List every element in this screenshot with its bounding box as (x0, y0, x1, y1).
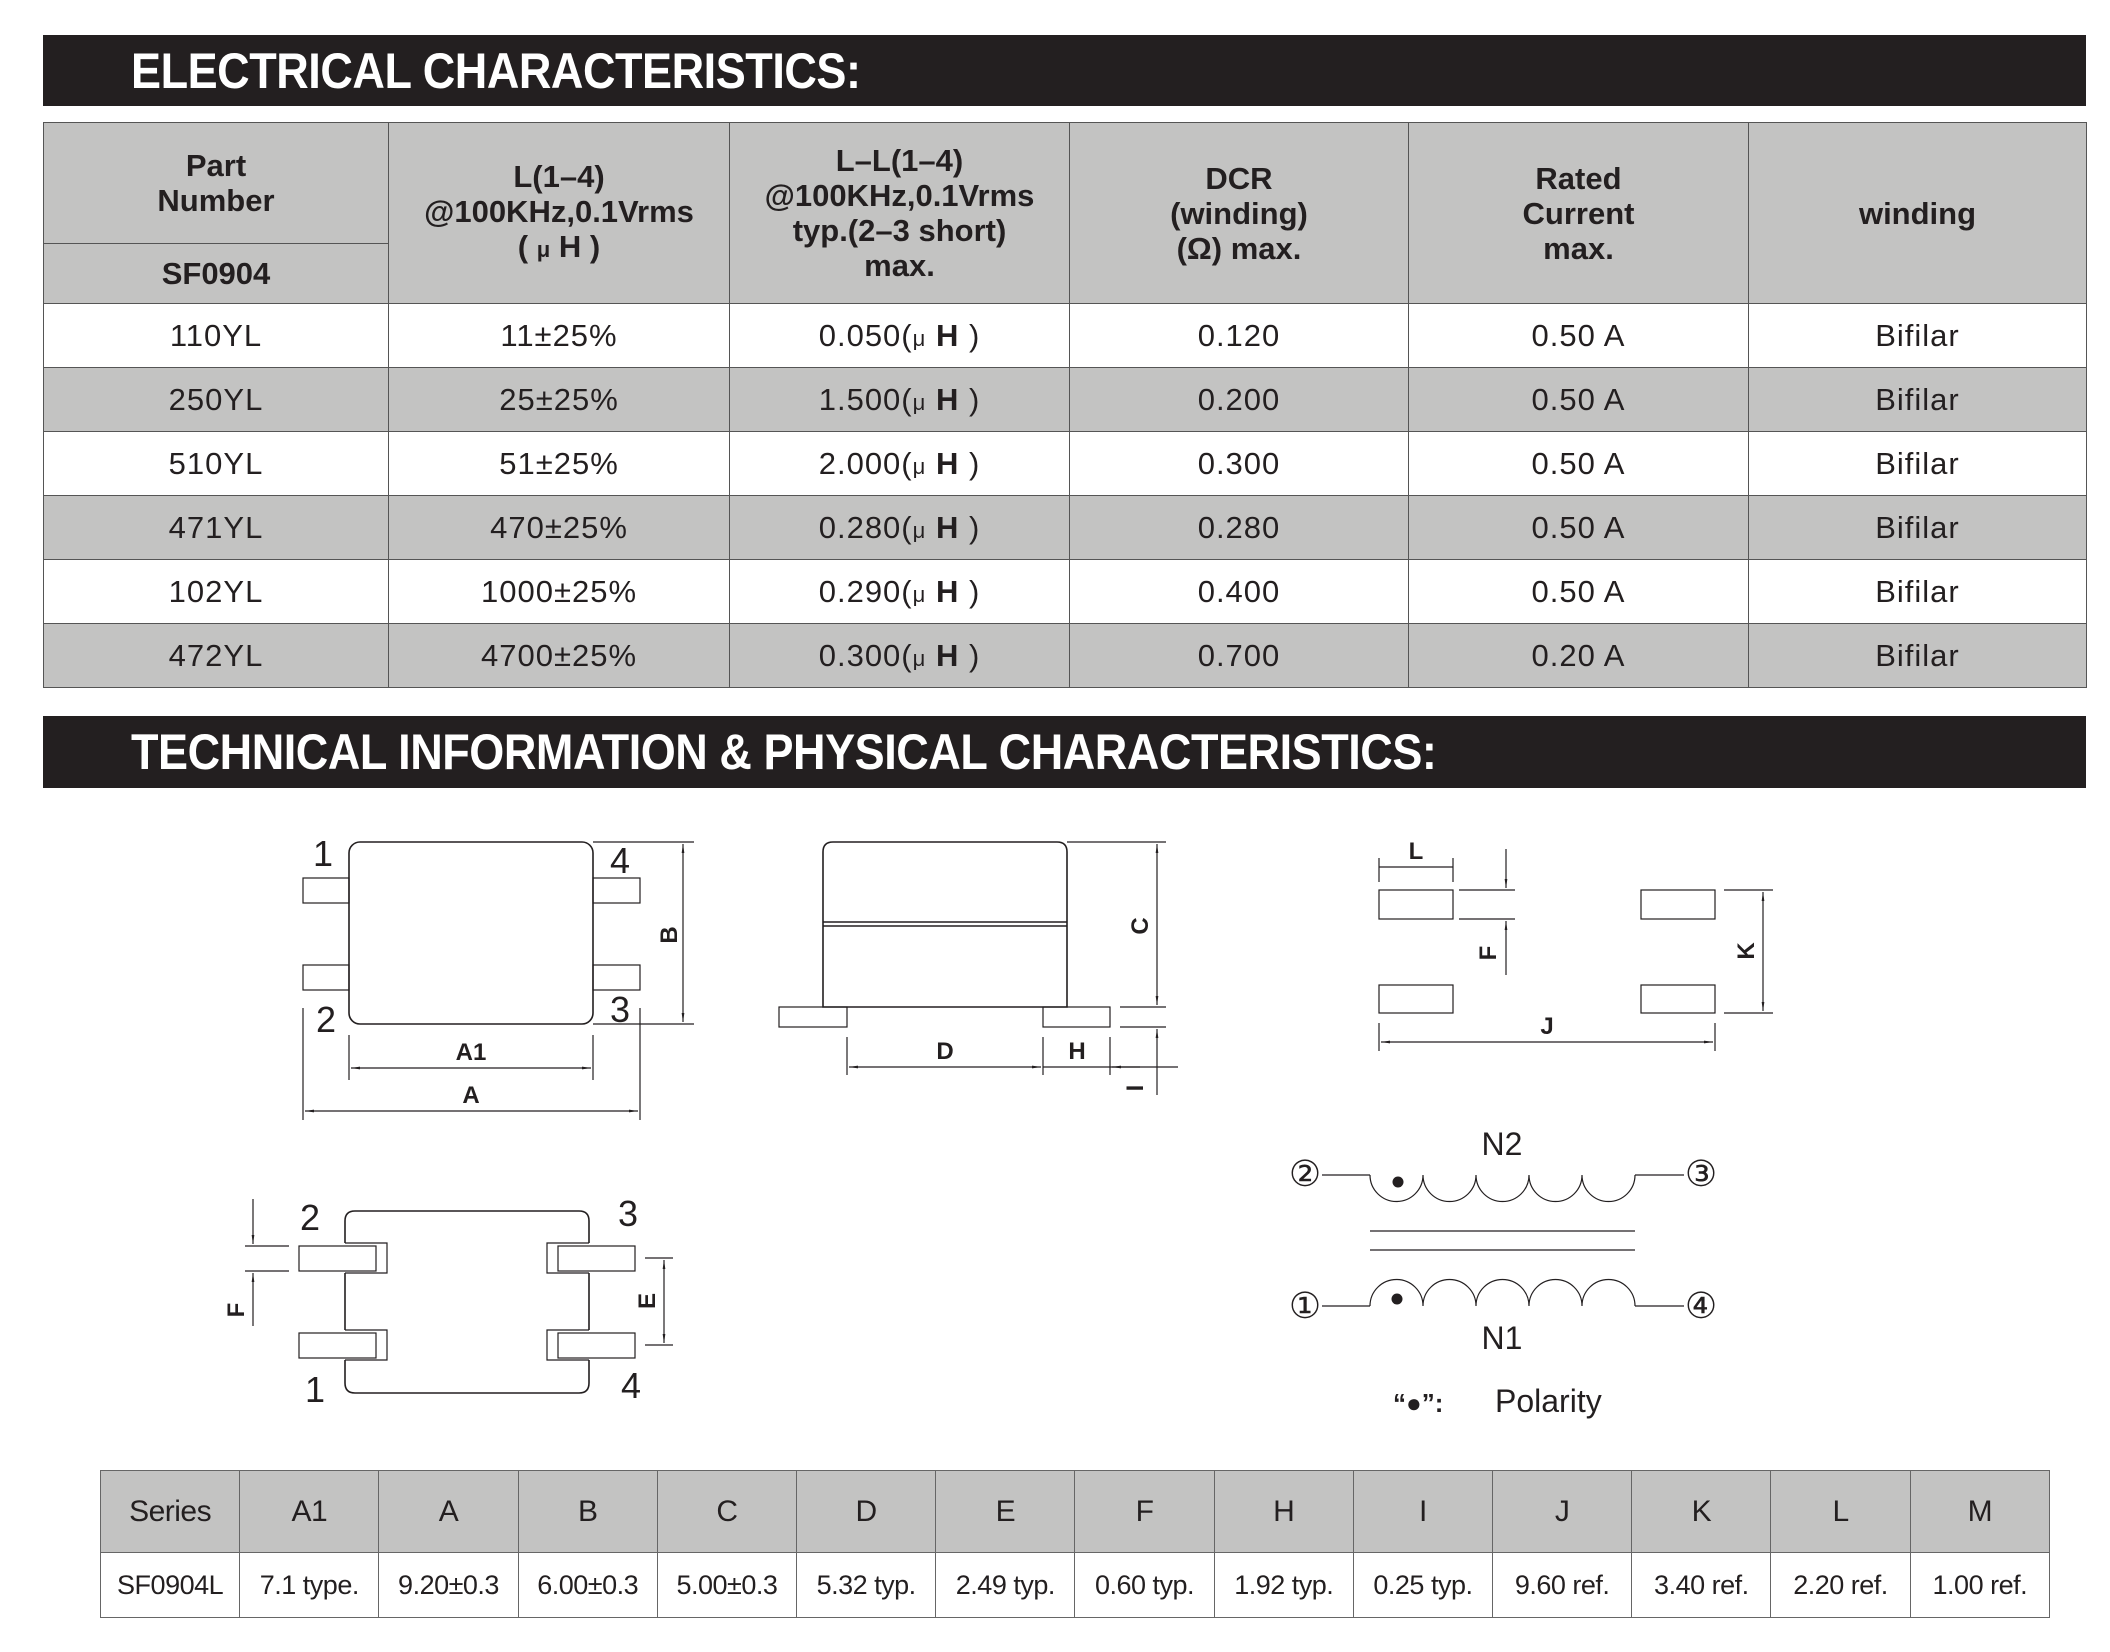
cell-winding: Bifilar (1749, 432, 2087, 496)
leakage-part: μ (912, 325, 927, 351)
dimension-value: 5.32 typ. (797, 1553, 936, 1618)
terminal-1: ① (1288, 1285, 1322, 1326)
dimension-value: 7.1 type. (240, 1553, 379, 1618)
land-pad (1641, 890, 1715, 919)
coil-n2 (1370, 1175, 1635, 1202)
dim-label-a1: A1 (455, 1039, 487, 1066)
dimension-header: I (1353, 1471, 1492, 1553)
top-view-drawing (303, 833, 694, 1120)
cell-dcr: 0.400 (1070, 560, 1409, 624)
cell-inductance: 11±25% (389, 304, 730, 368)
leakage-part: μ (912, 581, 927, 607)
leakage-part: μ (912, 389, 927, 415)
cell-inductance: 1000±25% (389, 560, 730, 624)
header-inductance-line2: @100KHz,0.1Vrms (424, 194, 694, 229)
cell-rated-current: 0.50 A (1409, 368, 1749, 432)
pad (303, 965, 349, 990)
cell-part-number: 471YL (44, 496, 389, 560)
cell-rated-current: 0.50 A (1409, 304, 1749, 368)
dim-label-k: K (1733, 942, 1760, 960)
pin-label: 3 (610, 989, 631, 1030)
leakage-part: H (935, 317, 960, 353)
henry-symbol: H (558, 229, 582, 264)
cell-dcr: 0.120 (1070, 304, 1409, 368)
leakage-part: H (935, 445, 960, 481)
terminal-4: ④ (1684, 1285, 1718, 1326)
dimension-value: 1.92 typ. (1214, 1553, 1353, 1618)
leakage-part: 0.280( (818, 509, 913, 545)
dim-label-j: J (1540, 1013, 1554, 1040)
dimension-value: SF0904L (101, 1553, 240, 1618)
dimension-header: B (518, 1471, 657, 1553)
paren-close: ) (589, 229, 601, 264)
terminal (779, 1007, 847, 1027)
header-inductance-line1: L(1–4) (513, 159, 605, 194)
pin-label: 1 (305, 1369, 326, 1410)
dimension-value: 2.20 ref. (1771, 1553, 1910, 1618)
coil-n1 (1370, 1280, 1635, 1307)
cell-winding: Bifilar (1749, 624, 2087, 688)
dim-label-h: H (1068, 1038, 1086, 1065)
dim-label-i: I (1122, 1084, 1149, 1092)
header-rated-line3: max. (1543, 230, 1614, 266)
cell-inductance: 25±25% (389, 368, 730, 432)
side-view-drawing (779, 842, 1178, 1095)
leakage-part: ) (968, 637, 981, 673)
leakage-part: ) (968, 381, 981, 417)
leakage-part: 1.500( (818, 381, 913, 417)
land-pattern-drawing (1379, 838, 1773, 1051)
dimension-value: 0.60 typ. (1075, 1553, 1214, 1618)
dimension-header: M (1910, 1471, 2049, 1553)
cell-inductance: 470±25% (389, 496, 730, 560)
dim-label-f-bottom: F (223, 1302, 250, 1318)
cell-rated-current: 0.50 A (1409, 496, 1749, 560)
dim-label-a: A (462, 1082, 480, 1109)
leakage-part: ) (968, 445, 981, 481)
bottom-pad (299, 1246, 376, 1271)
dimension-value: 1.00 ref. (1910, 1553, 2049, 1618)
dimension-header: Series (101, 1471, 240, 1553)
cell-winding: Bifilar (1749, 496, 2087, 560)
cell-dcr: 0.280 (1070, 496, 1409, 560)
cell-inductance: 4700±25% (389, 624, 730, 688)
cell-part-number: 472YL (44, 624, 389, 688)
cell-rated-current: 0.20 A (1409, 624, 1749, 688)
dimension-header: A1 (240, 1471, 379, 1553)
dimension-value: 9.20±0.3 (379, 1553, 518, 1618)
pin-label: 2 (316, 999, 337, 1040)
header-winding: winding (1749, 123, 2087, 304)
dimension-header: K (1632, 1471, 1771, 1553)
header-part-number-line2: Number (157, 183, 275, 218)
header-series: SF0904 (44, 244, 389, 304)
header-dcr-line1: DCR (1205, 160, 1273, 196)
dimension-header: C (657, 1471, 796, 1553)
polarity-dot (1393, 1177, 1404, 1188)
header-rated-line1: Rated (1535, 160, 1622, 196)
dimension-header: J (1493, 1471, 1632, 1553)
dim-label-l: L (1408, 838, 1424, 865)
pin-label: 1 (313, 833, 334, 874)
dim-label-c: C (1127, 917, 1154, 935)
leakage-part: ) (968, 573, 981, 609)
dimension-header: D (797, 1471, 936, 1553)
dim-label-d: D (936, 1038, 954, 1065)
leakage-part: ) (968, 509, 981, 545)
cell-winding: Bifilar (1749, 304, 2087, 368)
top-view-body (349, 842, 593, 1024)
pad (593, 965, 640, 990)
cell-part-number: 250YL (44, 368, 389, 432)
leakage-part: 2.000( (818, 445, 913, 481)
dimension-header: L (1771, 1471, 1910, 1553)
cell-part-number: 110YL (44, 304, 389, 368)
polarity-legend-mark: “●”: (1393, 1388, 1444, 1418)
bottom-pad (558, 1246, 635, 1271)
dim-label-e: E (634, 1292, 661, 1310)
header-rated-line2: Current (1522, 195, 1635, 231)
header-leakage-line1: L–L(1–4) (835, 143, 964, 178)
cell-winding: Bifilar (1749, 368, 2087, 432)
pin-label: 4 (610, 840, 631, 881)
pad (303, 878, 349, 903)
header-leakage-line4: max. (864, 248, 935, 283)
dim-label-f: F (1475, 945, 1502, 961)
dimension-header: H (1214, 1471, 1353, 1553)
leakage-part: H (935, 381, 960, 417)
bottom-pad (299, 1333, 376, 1358)
header-part-number-line1: Part (185, 148, 247, 183)
cell-rated-current: 0.50 A (1409, 560, 1749, 624)
header-dcr-line2: (winding) (1170, 195, 1308, 231)
leakage-part: μ (912, 645, 927, 671)
leakage-part: μ (912, 453, 927, 479)
terminal (1043, 1007, 1110, 1027)
pin-label: 3 (618, 1193, 639, 1234)
winding-label-n1: N1 (1481, 1320, 1523, 1356)
leakage-part: 0.290( (818, 573, 913, 609)
leakage-part: H (935, 637, 960, 673)
dimension-value: 3.40 ref. (1632, 1553, 1771, 1618)
pin-label: 4 (621, 1365, 642, 1406)
dimension-header: E (936, 1471, 1075, 1553)
cell-dcr: 0.200 (1070, 368, 1409, 432)
header-leakage-line2: @100KHz,0.1Vrms (764, 178, 1035, 213)
leakage-part: ) (968, 317, 981, 353)
side-view-body (823, 842, 1067, 1007)
winding-label-n2: N2 (1481, 1126, 1523, 1162)
polarity-dot (1392, 1294, 1403, 1305)
section-heading-electrical-text: ELECTRICAL CHARACTERISTICS: (131, 42, 861, 99)
dim-label-b: B (656, 926, 683, 944)
cell-dcr: 0.300 (1070, 432, 1409, 496)
paren-open: ( (517, 229, 529, 264)
dimension-value: 9.60 ref. (1493, 1553, 1632, 1618)
winding-schematic (1289, 1126, 1717, 1419)
mu-symbol: μ (536, 237, 551, 262)
land-pad (1641, 985, 1715, 1013)
pin-label: 2 (300, 1197, 321, 1238)
polarity-legend-label: Polarity (1495, 1383, 1602, 1419)
leakage-part: H (935, 509, 960, 545)
leakage-part: 0.050( (818, 317, 913, 353)
dimension-value: 5.00±0.3 (657, 1553, 796, 1618)
dimension-value: 0.25 typ. (1353, 1553, 1492, 1618)
leakage-part: μ (912, 517, 927, 543)
header-dcr-line3: (Ω) max. (1176, 230, 1302, 266)
bottom-view-body (345, 1211, 589, 1393)
cell-rated-current: 0.50 A (1409, 432, 1749, 496)
leakage-part: H (935, 573, 960, 609)
pad (593, 878, 640, 903)
section-heading-technical-text: TECHNICAL INFORMATION & PHYSICAL CHARACTERISTICS: (131, 724, 1437, 780)
bottom-view-drawing (223, 1193, 673, 1410)
cell-part-number: 510YL (44, 432, 389, 496)
dimension-value: 6.00±0.3 (518, 1553, 657, 1618)
dimension-table (100, 1470, 2050, 1618)
cell-part-number: 102YL (44, 560, 389, 624)
cell-inductance: 51±25% (389, 432, 730, 496)
dimension-value: 2.49 typ. (936, 1553, 1075, 1618)
bottom-pad (558, 1333, 635, 1358)
land-pad (1379, 985, 1453, 1013)
cell-dcr: 0.700 (1070, 624, 1409, 688)
dimension-header: F (1075, 1471, 1214, 1553)
leakage-part: 0.300( (818, 637, 913, 673)
dimension-header: A (379, 1471, 518, 1553)
cell-winding: Bifilar (1749, 560, 2087, 624)
header-leakage-line3: typ.(2–3 short) (792, 213, 1007, 248)
land-pad (1379, 890, 1453, 919)
terminal-2: ② (1288, 1153, 1322, 1194)
terminal-3: ③ (1684, 1153, 1718, 1194)
